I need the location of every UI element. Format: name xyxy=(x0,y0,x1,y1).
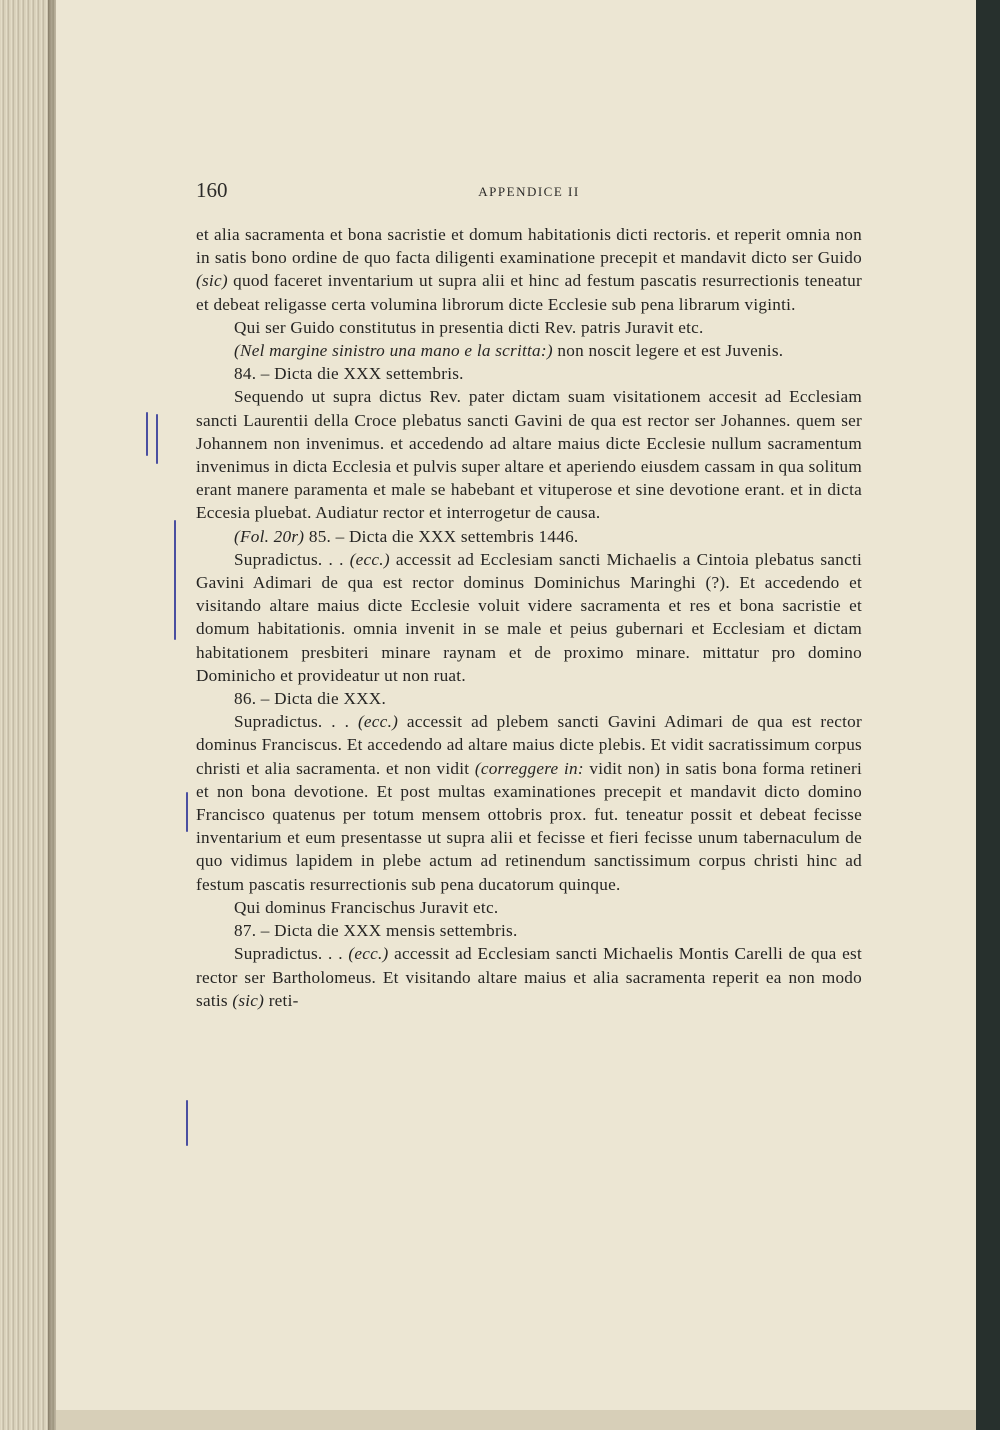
text-segment: 87. – Dicta die XXX mensis settembris. xyxy=(234,921,518,941)
paragraph xyxy=(196,316,862,339)
italic-segment: (sic) xyxy=(232,990,265,1010)
italic-segment: (ecc.) xyxy=(349,549,390,569)
text-segment: Supradictus. . . xyxy=(234,944,349,964)
page-number: 160 xyxy=(196,178,228,202)
italic-segment: (correggere in: xyxy=(474,758,584,778)
paragraph xyxy=(196,687,862,710)
body-text xyxy=(196,223,862,1012)
italic-segment: (Fol. 20r) xyxy=(234,526,305,546)
italic-segment: (Nel margine sinistro una mano e la scritta:) xyxy=(234,341,553,361)
text-segment: 85. – Dicta die XXX settembris 1446. xyxy=(304,526,579,546)
text-segment: accessit ad plebem sancti Gavini Adimari de qua est rector dominus Franciscus. Et accedendo ad altare maius dicte plebis. Et vidit sacratissimum corpus christi et alia sacramenta. et non vidit xyxy=(196,712,863,778)
paragraph xyxy=(196,362,862,385)
paragraph xyxy=(196,385,862,524)
text-segment: non noscit legere et est Juvenis. xyxy=(552,341,784,361)
book-cover-edge xyxy=(976,0,1000,1430)
paragraph xyxy=(196,896,862,919)
margin-pencil-mark xyxy=(186,792,188,832)
text-segment: vidit non) in satis bona forma retineri et non bona devotione. Et post multas examinationes precepit et mandavit dicto domino Franciscо quatenus per totum mensem ottobris prox. fut. teneatur possit et debeat fecisse inventarium et eum presentasse ut supra alii et fecisse et fieri fecisse unum tabernaculum de quo vidimus lapidem in plebe actum ad retinendum sanctissimum corpus christi hinc ad festum pascatis resurrectionis sub pena ducatorum quinque. xyxy=(196,758,862,894)
paragraph xyxy=(196,548,862,687)
paragraph xyxy=(196,919,862,942)
text-segment: quod faceret inventarium ut supra alii et hinc ad festum pascatis resurrectionis teneatur et debeat religasse certa volumina librorum dicte Ecclesie sub pena librarum viginti. xyxy=(196,271,862,314)
margin-pencil-mark xyxy=(156,414,158,464)
paragraph xyxy=(196,525,862,548)
text-segment: accessit ad Ecclesiam sancti Michaelis a Cintoia plebatus sancti Gavini Adimari de qua est rector dominus Dominichus Maringhi (?). Et accedendo et visitando altare maius dicte Ecclesie voluit videre sacramenta et res et bona sacristie et domum habitationis. omnia invenit in se male et peius gubernari et Ecclesiam et dictam habitationem presbiteri minare raynam et de proximo minare. mittatur pro domino Dominicho et provideatur ut non ruat. xyxy=(196,549,862,685)
text-segment: Supradictus. . . xyxy=(234,549,350,569)
text-segment: Qui ser Guido constitutus in presentia dicti Rev. patris Juravit etc. xyxy=(234,317,704,337)
paragraph xyxy=(196,339,862,362)
paragraph xyxy=(196,710,862,896)
margin-pencil-mark xyxy=(186,1100,188,1146)
text-segment: Supradictus. . . xyxy=(234,712,358,732)
text-segment: Sequendo ut supra dictus Rev. pater dictam suam visitationem accesit ad Ecclesiam sancti Laurentii della Croce plebatus sancti Gavini de qua est rector ser Johannes. quem ser Johannem non invenimus. et accedendo ad altare maius dicte Ecclesie nullum sacramentum invenimus in dicta Ecclesia et pulvis super altare et aperiendo eiusdem cassam in qua solitum erant manere paramenta et male se habebant et vituperose et sine devotione erant. et in dicta Eccesia pluebat. Audiatur rector et interrogetur de causa. xyxy=(196,387,862,523)
text-segment: et alia sacramenta et bona sacristie et domum habitationis dicti rectoris. et reperit omnia non in satis bono ordine de quo facta diligenti examinatione precepit et mandavit dicto ser Guido xyxy=(196,225,862,268)
italic-segment: (sic) xyxy=(196,271,228,291)
text-segment: reti- xyxy=(264,990,299,1010)
running-head: APPENDICE II xyxy=(478,184,580,199)
italic-segment: (ecc.) xyxy=(348,944,389,964)
italic-segment: (ecc.) xyxy=(357,712,399,732)
paragraph xyxy=(196,223,862,316)
margin-pencil-mark xyxy=(146,412,148,456)
page-bottom-edge xyxy=(56,1410,976,1430)
text-segment: accessit ad Ecclesiam sancti Michaelis Montis Carelli de qua est rector ser Bartholomeus. Et visitando altare maius et alia sacramenta reperit ea non modo satis xyxy=(196,944,862,1010)
page-header xyxy=(196,178,862,208)
margin-pencil-mark xyxy=(174,520,176,640)
paragraph xyxy=(196,942,862,1012)
text-segment: Qui dominus Francischus Juravit etc. xyxy=(234,897,499,917)
text-segment: 86. – Dicta die XXX. xyxy=(234,689,387,709)
text-segment: 84. – Dicta die XXX settembris. xyxy=(234,364,464,384)
